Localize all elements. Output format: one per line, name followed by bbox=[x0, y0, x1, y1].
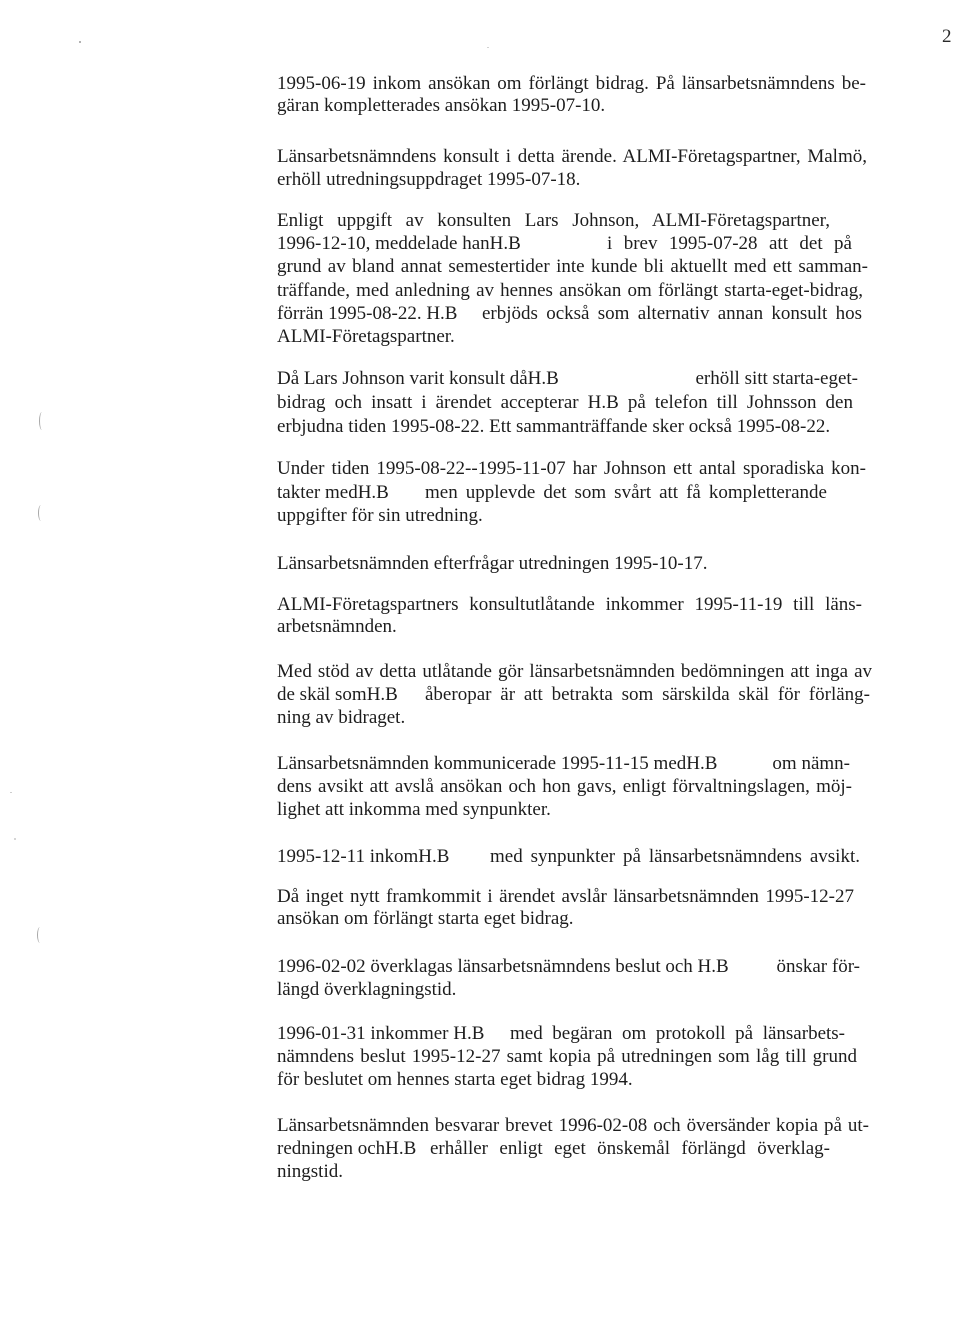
text-line: för beslutet om hennes starta eget bidrag 1994. bbox=[277, 1069, 633, 1090]
text-line: uppgifter för sin utredning. bbox=[277, 505, 483, 526]
text-line: Länsarbetsnämnden besvarar brevet 1996-02-08 och översänder kopia på ut- bbox=[277, 1115, 869, 1136]
text-line: ansökan om förlängt starta eget bidrag. bbox=[277, 908, 574, 929]
text-line-segment: i brev 1995-07-28 att det på bbox=[607, 233, 852, 254]
text-line-segment: 1995-12-11 inkomH.B bbox=[277, 846, 450, 867]
text-line-segment: takter medH.B bbox=[277, 482, 389, 503]
text-line-segment: 1996-01-31 inkommer H.B bbox=[277, 1023, 485, 1044]
text-line-segment: förrän 1995-08-22. H.B bbox=[277, 303, 458, 324]
text-line-segment: önskar för- bbox=[776, 956, 860, 977]
text-line: arbetsnämnden. bbox=[277, 616, 397, 637]
text-line: gäran kompletterades ansökan 1995-07-10. bbox=[277, 95, 606, 116]
text-line: ningstid. bbox=[277, 1161, 343, 1182]
text-line: Enligt uppgift av konsulten Lars Johnson, ALMI-Företagspartner, bbox=[277, 210, 830, 231]
text-line-segment: med begäran om protokoll på länsarbets- bbox=[510, 1023, 845, 1044]
text-line-segment: erbjöds också som alternativ annan konsult hos bbox=[482, 303, 862, 324]
text-line-segment: med synpunkter på länsarbetsnämndens avsikt. bbox=[490, 846, 860, 867]
text-line: ning av bidraget. bbox=[277, 707, 406, 728]
text-line-segment: de skäl somH.B bbox=[277, 684, 398, 705]
text-line-segment: men upplevde det som svårt att få kompletterande bbox=[425, 482, 827, 503]
text-line: Länsarbetsnämndens konsult i detta ärende. ALMI-Företagspartner, Malmö, bbox=[277, 146, 867, 167]
text-line: ALMI-Företagspartner. bbox=[277, 326, 455, 347]
text-line: Länsarbetsnämnden efterfrågar utredningen 1995-10-17. bbox=[277, 553, 708, 574]
text-line-segment: erhöll sitt starta-eget- bbox=[695, 368, 858, 389]
scan-speck bbox=[39, 412, 45, 430]
scan-speck bbox=[79, 41, 81, 43]
text-line: dens avsikt att avslå ansökan och hon gavs, enligt förvaltningslagen, möj- bbox=[277, 776, 852, 797]
text-line: bidrag och insatt i ärendet accepterar H.B på telefon till Johnsson den bbox=[277, 392, 853, 413]
text-line-segment: 1996-02-02 överklagas länsarbetsnämndens beslut och H.B bbox=[277, 956, 729, 977]
text-line-segment: erhåller enligt eget önskemål förlängd överklag- bbox=[430, 1138, 830, 1159]
text-line-segment: om nämn- bbox=[772, 753, 850, 774]
text-line: Då inget nytt framkommit i ärendet avslår länsarbetsnämnden 1995-12-27 bbox=[277, 886, 854, 907]
text-line: Med stöd av detta utlåtande gör länsarbetsnämnden bedömningen att inga av bbox=[277, 661, 872, 682]
text-line: 1995-06-19 inkom ansökan om förlängt bidrag. På länsarbetsnämndens be- bbox=[277, 73, 866, 94]
scan-speck bbox=[14, 838, 16, 840]
page-number: 2 bbox=[942, 26, 952, 47]
scan-speck bbox=[10, 792, 12, 793]
text-line: Under tiden 1995-08-22--1995-11-07 har Johnson ett antal sporadiska kon- bbox=[277, 458, 866, 479]
text-line: ALMI-Företagspartners konsultutlåtande inkommer 1995-11-19 till läns- bbox=[277, 594, 862, 615]
text-line: träffande, med anledning av hennes ansökan om förlängt starta-eget-bidrag, bbox=[277, 280, 863, 301]
text-line-segment: 1996-12-10, meddelade hanH.B bbox=[277, 233, 521, 254]
scan-speck bbox=[37, 927, 43, 943]
scan-speck bbox=[487, 47, 489, 48]
text-line: lighet att inkomma med synpunkter. bbox=[277, 799, 551, 820]
text-line-segment: redningen ochH.B bbox=[277, 1138, 417, 1159]
text-line-segment: Länsarbetsnämnden kommunicerade 1995-11-15 medH.B bbox=[277, 753, 718, 774]
text-line: längd överklagningstid. bbox=[277, 979, 457, 1000]
text-line-segment: Då Lars Johnson varit konsult dåH.B bbox=[277, 368, 559, 389]
text-line: erbjudna tiden 1995-08-22. Ett sammanträffande sker också 1995-08-22. bbox=[277, 416, 831, 437]
text-line: erhöll utredningsuppdraget 1995-07-18. bbox=[277, 169, 581, 190]
text-line: grund av bland annat semestertider inte kunde bli aktuellt med ett samman- bbox=[277, 256, 868, 277]
text-line: nämndens beslut 1995-12-27 samt kopia på utredningen som låg till grund bbox=[277, 1046, 857, 1067]
text-line-segment: åberopar är att betrakta som särskilda skäl för förläng- bbox=[425, 684, 870, 705]
scan-speck bbox=[38, 505, 44, 521]
